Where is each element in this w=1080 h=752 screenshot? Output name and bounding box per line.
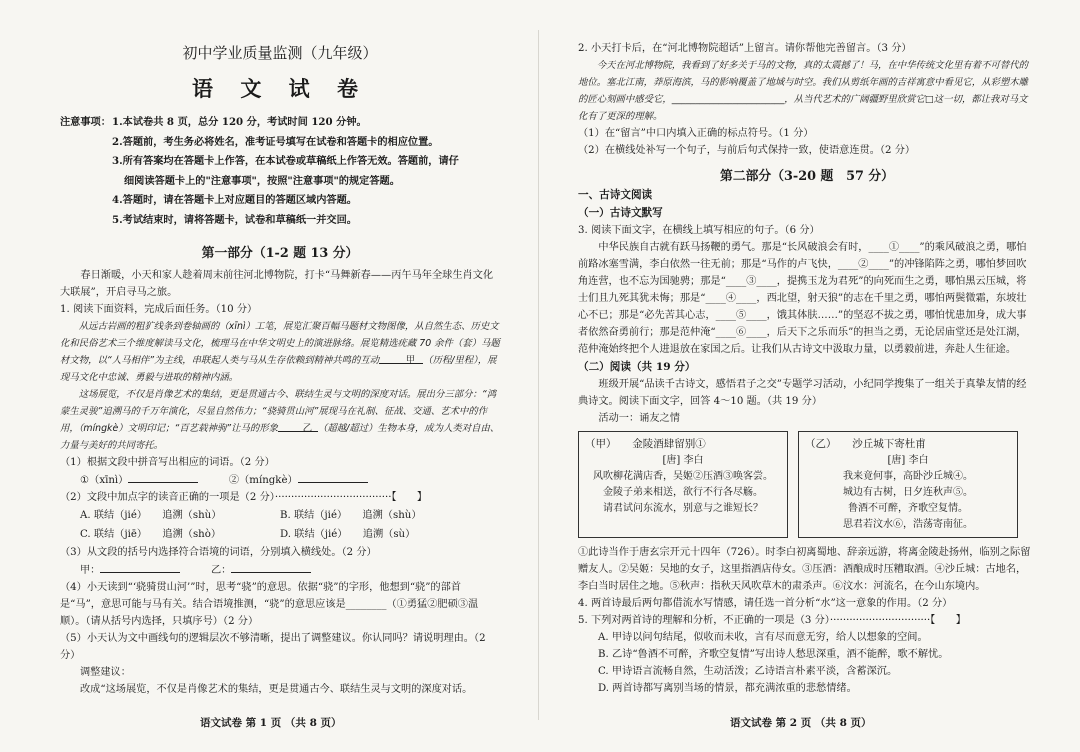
activity-title: 活动一：诵友之情 xyxy=(598,413,680,424)
question-1: 1. 阅读下面资料，完成后面任务。（10 分） xyxy=(60,304,258,315)
options-row xyxy=(60,506,500,525)
notice-item: 2.答题前，考生务必将姓名，准考证号填写在试卷和答题卡的相应位置。 xyxy=(112,135,439,148)
poem-b-author: [唐] 李白 xyxy=(887,455,929,466)
question-4: 4. 两首诗最后两句都借流水写情感，请任选一首分析“水”这一意象的作用。（2 分） xyxy=(578,598,953,609)
question-2-2: （2）在横线处补写一个句子，与前后句式保持一致，使语意连贯。（2 分） xyxy=(578,145,916,156)
page-footer: 语文试卷 第 1 页 （共 8 页） xyxy=(200,717,342,729)
poems-row xyxy=(578,431,1036,538)
question-2: 2. 小天打卡后，在“河北博物院超话”上留言。请你帮他完善留言。（3 分） xyxy=(578,43,912,54)
poem-a xyxy=(578,431,788,538)
option-d: D. 联结（jié） 追溯（sù） xyxy=(280,529,416,540)
option-b: B. 乙诗“鲁酒不可醉，齐歌空复情”写出诗人愁思深重，酒不能醉，歌不解忧。 xyxy=(598,649,949,660)
suggestion-text: 改成“这场展览，不仅是肖像艺术的集结，更是贯通古今、联结生灵与文明的深度对话。 xyxy=(80,684,473,695)
page-footer: 语文试卷 第 2 页 （共 8 页） xyxy=(730,717,872,729)
notice-label: 注意事项： xyxy=(60,116,111,128)
poem-a-line: 风吹柳花满店香，吴姬②压酒③唤客尝。 xyxy=(593,471,773,482)
poem-b-line: 城边有古树，日夕连秋声⑤。 xyxy=(843,487,973,498)
poem-b-line: 我来竟何事，高卧沙丘城④。 xyxy=(843,471,973,482)
option-a: A. 甲诗以问句结尾，似收而未收，言有尽而意无穷，给人以想象的空间。 xyxy=(598,632,928,643)
suggestion-label: 调整建议： xyxy=(80,667,131,678)
exam-subtitle: 初中学业质量监测（九年级） xyxy=(182,44,378,62)
option-b: B. 联结（jié） 追溯（shù） xyxy=(280,510,422,521)
question-1-1: （1）根据文段中拼音写出相应的词语。（2 分） xyxy=(60,457,275,468)
answer-blank[interactable] xyxy=(298,471,368,483)
poem-b-header: （乙） 沙丘城下寄杜甫 xyxy=(805,438,926,450)
poem-a-header: （甲） 金陵酒肆留别① xyxy=(585,438,706,450)
option-d: D. 两首诗都写离别当场的情景，都充满浓重的悲愁情绪。 xyxy=(598,683,857,694)
section-subheading: （二）阅读（共 19 分） xyxy=(578,361,696,373)
notice-item: 3.所有答案均在答题卡上作答，在本试卷或草稿纸上作答无效。答题前，请仔 xyxy=(112,155,459,167)
page-2 xyxy=(540,0,1080,752)
question-1-5: （5）小天认为文中画线句的逻辑层次不够清晰，提出了调整建议。你认同吗？请说明理由。（2 分） xyxy=(60,633,486,661)
poem-a-line: 请君试问东流水，别意与之谁短长？ xyxy=(603,503,763,514)
answer-blank[interactable] xyxy=(231,561,311,573)
question-3-text: 中华民族自古就有跃马扬鞭的勇气。那是“长风破浪会有时，____①____”的乘风破浪之勇，哪怕前路冰塞雪满，李白依然一往无前；那是“马作的卢飞快，____②____”的冲锋陷阵之勇，哪怕梦回吹角连营，也不忘为国驰骋；那是“____③____，提携玉龙为君死”的向死而生之勇，哪怕黑云压城，将士们且九死其犹未悔；那是“____④____，西北望，射天狼”的志在千里之勇，哪怕两鬓微霜，东坡壮心不已；那是“必先苦其心志，____⑤____，饿其体肤……”的坚忍不拔之勇，哪怕忧患加身，成大事者依然奋勇前行；那是范仲淹“____⑥____，后天下之乐而乐”的担当之勇，无论居庙堂还是处江湖，范仲淹始终把个人进退放在家国之后。让我们从古诗文中汲取力量，以勇毅前进，奔赴人生征途。 xyxy=(578,242,1027,355)
question-3: 3. 阅读下面文字，在横线上填写相应的句子。（6 分） xyxy=(578,225,820,236)
poem-b-line: 鲁酒不可醉，齐歌空复情。 xyxy=(848,503,968,514)
question-5: 5. 下列对两首诗的理解和分析，不正确的一项是（3 分）·······························【 】 xyxy=(578,615,966,626)
answer-blank[interactable] xyxy=(128,471,198,483)
poem-a-author: [唐] 李白 xyxy=(662,455,704,466)
poem-b xyxy=(798,431,1018,538)
activity-intro: 班级开展“品读千古诗文，感悟君子之交”专题学习活动，小纪同学搜集了一组关于真挚友情的经典诗文。阅读下面文字，回答 4～10 题。（共 19 分） xyxy=(578,379,1027,407)
option-c: C. 联结（jiē） 追溯（shò） xyxy=(80,529,222,540)
blank-yi: 乙 xyxy=(278,420,318,432)
notice-item: 5.考试结束时，请将答题卡，试卷和草稿纸一并交回。 xyxy=(112,213,357,226)
part-one-heading: 第一部分（1-2 题 13 分） xyxy=(201,246,359,261)
section-subheading: （一）古诗文默写 xyxy=(578,207,663,219)
notice-block xyxy=(60,113,500,230)
passage-paragraph-1: 从远古岩画的粗犷线条到卷轴画的（xīnì）工笔，展览汇聚百幅马题材文物图像，从自然生态、历史文化和民俗艺术三个维度解读马文化，梳理马在中华文明史上的演进脉络。展览精选疣藏 70 余件（套）马题材文物，以“人马相伴”为主线，串联起人类与马从生存依赖到精神共鸣的互动 甲 （历程/里程），展现马文化中忠诚、勇毅与进取的精神内涵。 xyxy=(60,321,500,383)
question-1-4: （4）小天读到“‘骁骑贯山河’”时，思考“骁”的意思。依据“骁”的字形，他想到“骁”的部首是“马”，意思可能与马有关。结合语境推测，“骁”的意思应该是________（①勇猛②肥硕③温顺）。（请从括号内选择，只填序号）（2 分） xyxy=(60,582,479,627)
option-a: A. 联结（jié） 追溯（shù） xyxy=(80,510,222,521)
question-1-3-answers: 甲： 乙： xyxy=(60,561,500,579)
options-row xyxy=(60,525,500,544)
passage-paragraph-2: 这场展览，不仅是肖像艺术的集结，更是贯通古今、联结生灵与文明的深度对话。展出分三部分：“鸿蒙生灵骏”追溯马的千万年演化，尽显自然伟力；“骁骑贯山河”展现马在礼制、征战、交通、艺术中的作用，（míngkè）文明印记；“百艺载神驹”让马的形象 乙 （超越/超过）生物本身，成为人类对自由、力量与美好的共同寄托。 xyxy=(60,389,500,451)
intro-text: 春日渐暖，小天和家人趁着周末前往河北博物院，打卡“马舞新春——丙午马年全球生肖文化大联展”，开启寻马之旅。 xyxy=(60,270,494,298)
question-1-3: （3）从文段的括号内选择符合语境的词语，分别填入横线处。（2 分） xyxy=(60,547,377,558)
part-two-heading: 第二部分（3-20 题 57 分） xyxy=(720,169,894,184)
section-heading: 一、古诗文阅读 xyxy=(578,189,653,201)
poem-a-line: 金陵子弟来相送，欲行不行各尽觞。 xyxy=(603,487,763,498)
notice-item: 细阅读答题卡上的"注意事项"，按照"注意事项"的规定答题。 xyxy=(124,174,400,187)
option-c: C. 甲诗语言流畅自然，生动活泼；乙诗语言朴素平淡，含蓄深沉。 xyxy=(598,666,898,677)
exam-title: 语 文 试 卷 xyxy=(192,76,368,101)
question-2-1: （1）在“留言”中口内填入正确的标点符号。（1 分） xyxy=(578,128,814,139)
notice-item: 4.答题时，请在答题卡上对应题目的答题区域内答题。 xyxy=(112,194,357,206)
question-1-1-answers: ①（xīnì） ②（míngkè） xyxy=(60,471,500,489)
answer-blank[interactable] xyxy=(100,561,180,573)
notice-item: 1.本试卷共 8 页，总分 120 分，考试时间 120 分钟。 xyxy=(112,116,367,128)
question-1-2: （2）文段中加点字的读音正确的一项是（2 分）····································【 】 xyxy=(60,492,428,503)
blank-jia: 甲 xyxy=(379,352,423,364)
poem-notes: ①此诗当作于唐玄宗开元十四年（726）。时李白初离蜀地、辞亲远游，将离金陵赴扬州，临别之际留赠友人。②吴姬：吴地的女子，这里指酒店侍女。③压酒：酒酿成时压糟取酒。④沙丘城：古地名，李白当时居住之地。⑤秋声：指秋天风吹草木的肃杀声。⑥汶水：河流名，在今山东境内。 xyxy=(578,547,1031,592)
message-text: 今天在河北博物院，我看到了好多关于马的文物，真的太震撼了！马，在中华传统文化里有着不可替代的地位。塞北江南，莽原海滨，马的影响覆盖了地域与时空。我们从剪纸年画的吉祥寓意中看见它，从彩塑木雕的匠心刻画中感受它，________________________，从当代艺术的广阔疆野里欣赏它□这一切，都让我对马文化有了更深的理解。 xyxy=(578,60,1029,122)
poem-b-line: 思君若汶水⑥，浩荡寄南征。 xyxy=(843,519,973,530)
